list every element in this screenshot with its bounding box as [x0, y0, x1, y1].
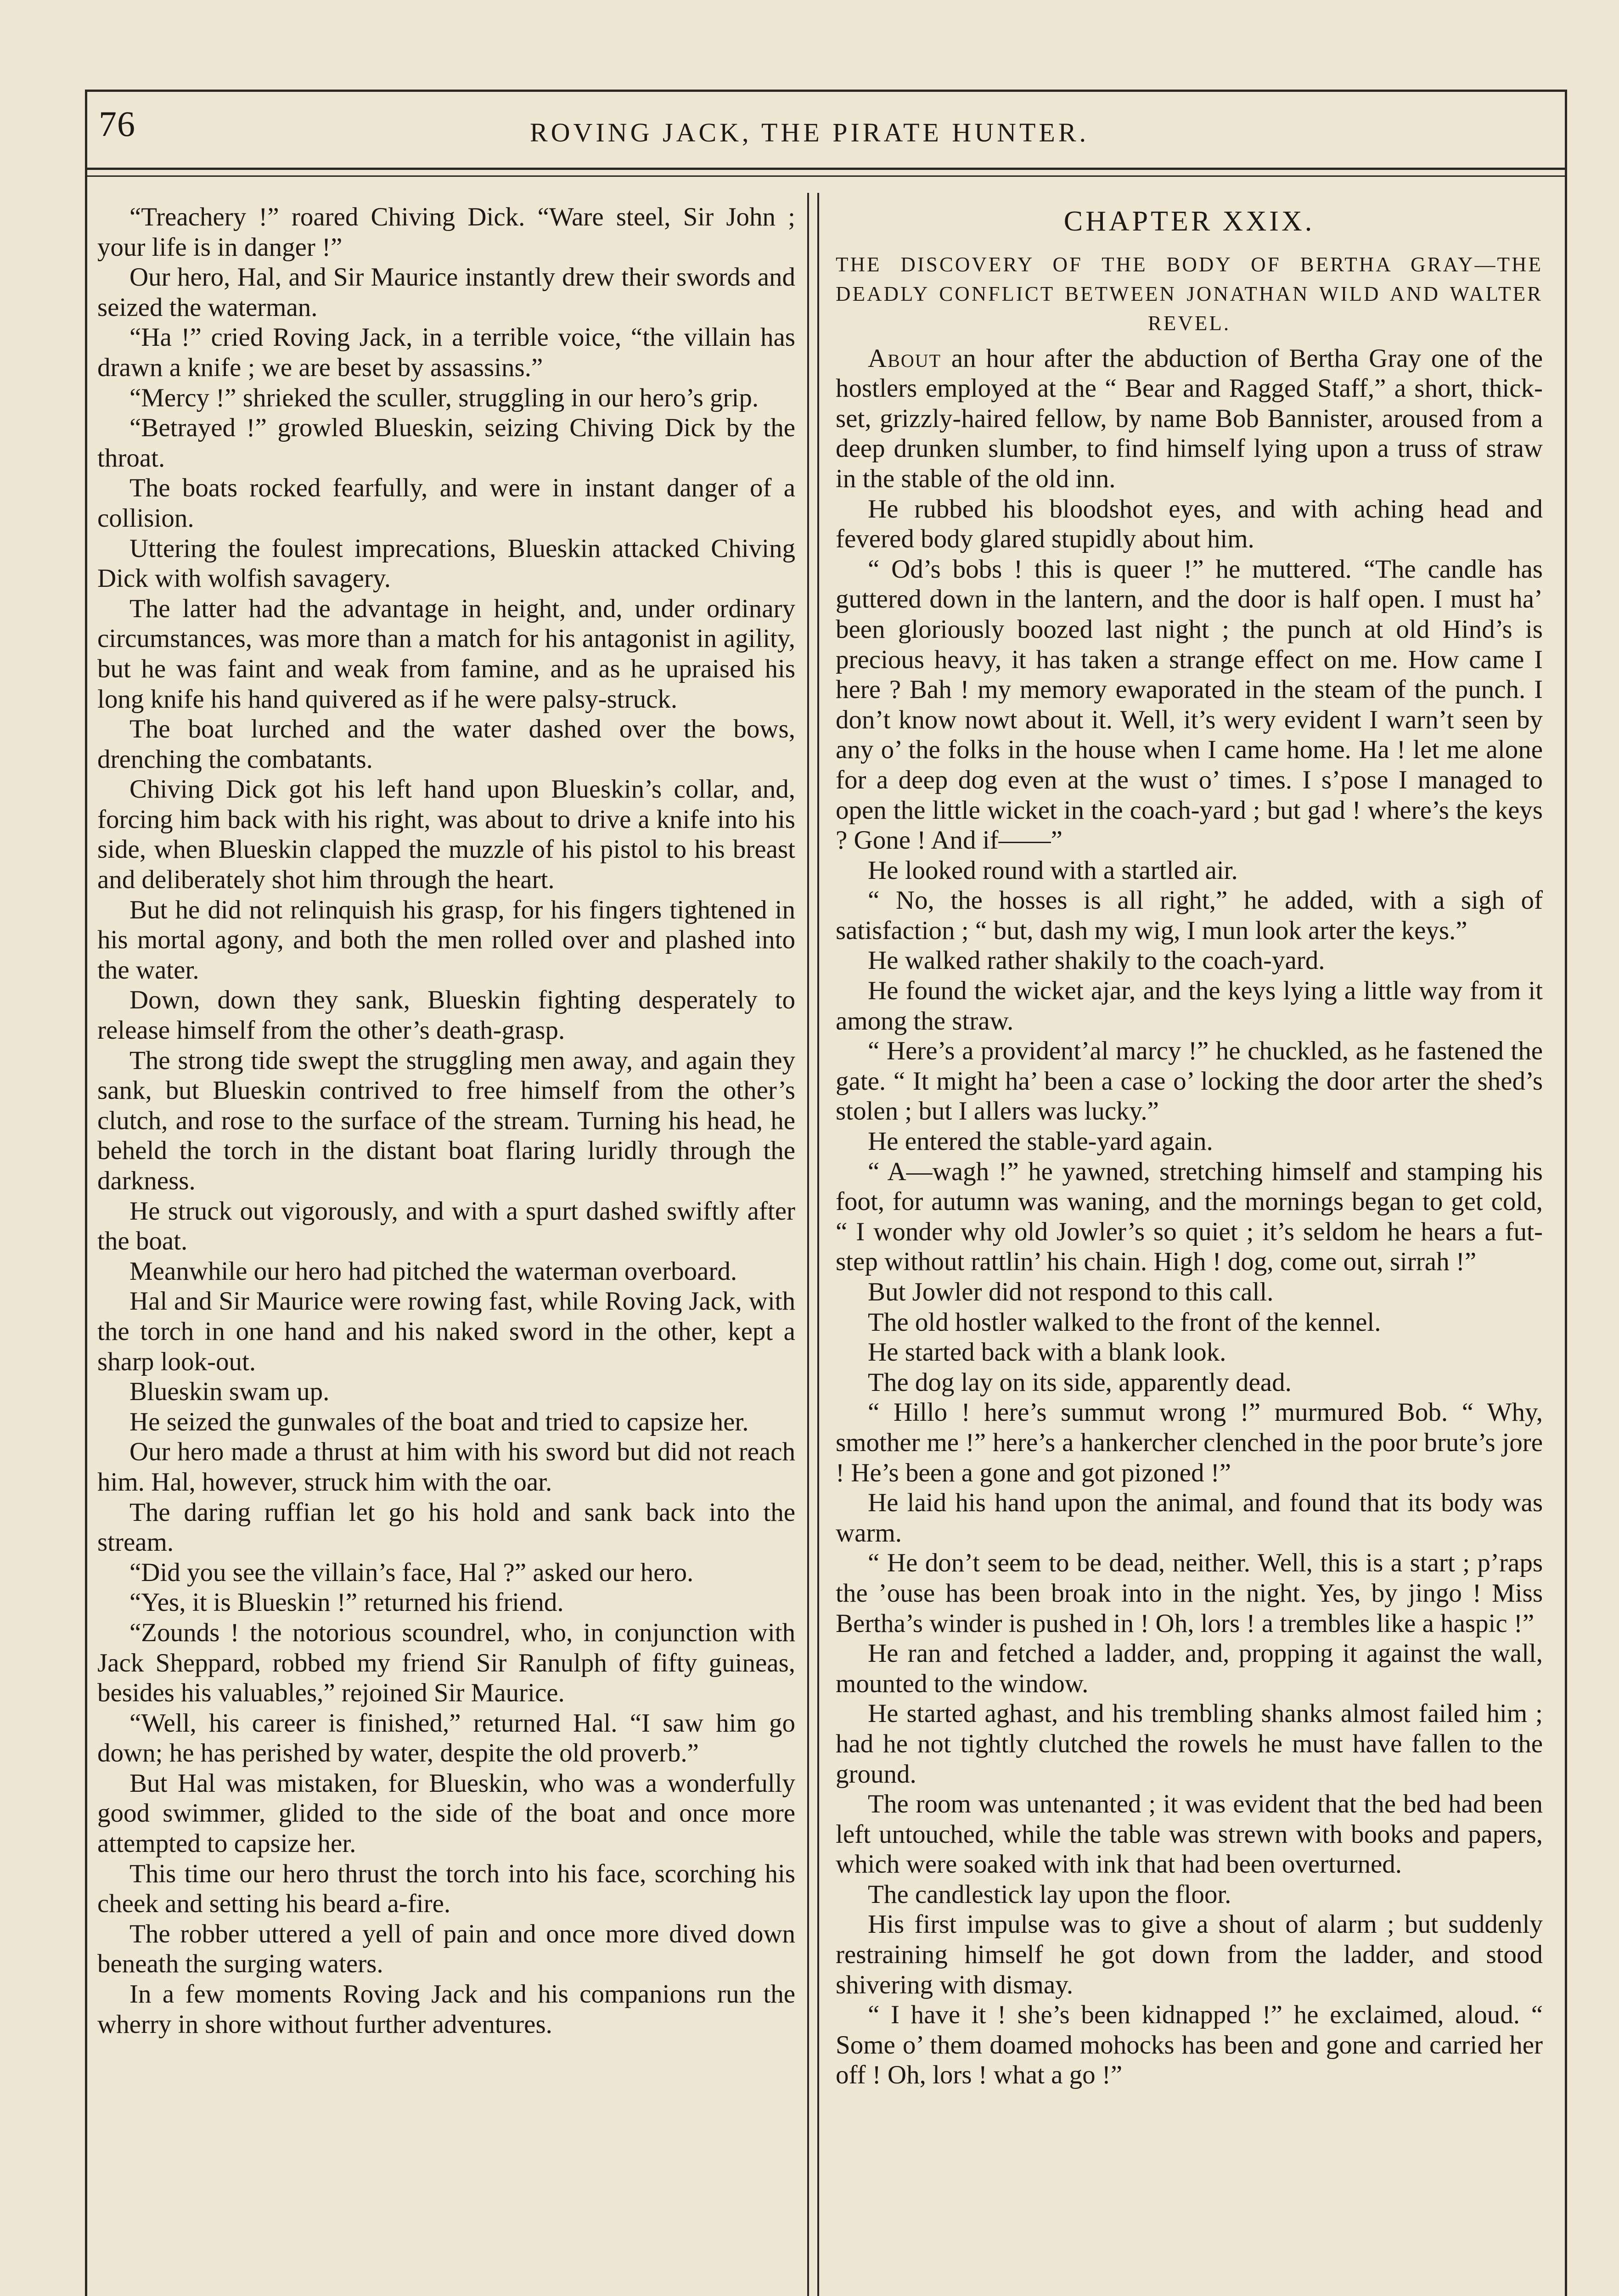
- paragraph: But Hal was mistaken, for Blueskin, who was a wonderfully good swimmer, glided to the side of the boat and once more attempted to capsize her.: [97, 1768, 795, 1858]
- paragraph: The candlestick lay upon the floor.: [868, 1880, 1231, 1909]
- paragraph: This time our hero thrust the torch into his face, scorching his cheek and setting his beard a-fire.: [97, 1859, 795, 1919]
- opening-paragraph: [836, 343, 1543, 494]
- paragraph: The dog lay on its side, apparently dead.: [868, 1367, 1292, 1397]
- paragraph: The old hostler walked to the front of the kennel.: [868, 1307, 1381, 1337]
- chapter-subtitle: THE DISCOVERY OF THE BODY OF BERTHA GRAY—THE DEADLY CONFLICT BETWEEN JONATHAN WILD AND WALTER REVEL.: [836, 253, 1543, 335]
- column-divider-second: [817, 193, 819, 2296]
- paragraph: “Did you see the villain’s face, Hal ?” asked our hero.: [129, 1558, 694, 1587]
- paragraph: The latter had the advantage in height, and, under ordinary circumstances, was more than a match for his antagonist in agility, but he was faint and weak from famine, and as he upraised his long knife his hand quivered as if he were palsy-struck.: [97, 594, 795, 714]
- paragraph: He walked rather shakily to the coach-yard.: [868, 946, 1325, 975]
- paragraph: “ Hillo ! here’s summut wrong !” murmured Bob. “ Why, smother me !” here’s a hankercher clenched in the poor brute’s jore ! He’s been a gone and got pizoned !”: [836, 1398, 1543, 1487]
- paragraph: He seized the gunwales of the boat and tried to capsize her.: [129, 1407, 749, 1436]
- paragraph: But Jowler did not respond to this call.: [868, 1277, 1274, 1306]
- paragraph: “Ha !” cried Roving Jack, in a terrible voice, “the villain has drawn a knife ; we are beset by assassins.”: [97, 323, 795, 382]
- paragraph: Blueskin swam up.: [129, 1377, 330, 1407]
- left-column: [97, 202, 795, 2039]
- paragraph: The room was untenanted ; it was evident that the bed had been left untouched, while the table was strewn with books and papers, which were soaked with ink that had been overturned.: [836, 1790, 1543, 1879]
- paragraph: “ I have it ! she’s been kidnapped !” he exclaimed, aloud. “ Some o’ them doamed mohocks has been and gone and carried her off ! Oh, lors ! what a go !”: [836, 2000, 1543, 2090]
- running-title: ROVING JACK, THE PIRATE HUNTER.: [529, 118, 1090, 147]
- paragraph: The boats rocked fearfully, and were in instant danger of a collision.: [97, 473, 795, 533]
- paragraph: He ran and fetched a ladder, and, propping it against the wall, mounted to the window.: [836, 1639, 1543, 1698]
- paragraph: Uttering the foulest imprecations, Blueskin attacked Chiving Dick with wolfish savagery.: [97, 534, 795, 593]
- paragraph: “Zounds ! the notorious scoundrel, who, in conjunction with Jack Sheppard, robbed my friend Sir Ranulph of fifty guineas, besides his valuables,” rejoined Sir Maurice.: [97, 1618, 795, 1708]
- paragraph: He rubbed his bloodshot eyes, and with aching head and fevered body glared stupidly about him.: [836, 494, 1543, 554]
- paragraph: The boat lurched and the water dashed over the bows, drenching the combatants.: [97, 715, 795, 774]
- paragraph: “Betrayed !” growled Blueskin, seizing Chiving Dick by the throat.: [97, 413, 795, 473]
- paragraph: “Mercy !” shrieked the sculler, struggling in our hero’s grip.: [129, 383, 759, 412]
- paragraph: Our hero made a thrust at him with his sword but did not reach him. Hal, however, struck him with the oar.: [97, 1437, 795, 1497]
- paragraph: Our hero, Hal, and Sir Maurice instantly drew their swords and seized the waterman.: [97, 263, 795, 322]
- opening-text: an hour after the abduction of Bertha Gray one of the hostlers employed at the “ Bear and Ragged Staff,” a short, thick-set, grizzly-haired fellow, by name Bob Bannister, aroused from a deep drunken slumber, to find himself lying upon a truss of straw in the stable of the old inn.: [836, 343, 1543, 493]
- paragraph: He looked round with a startled air.: [868, 855, 1238, 885]
- paragraph: He laid his hand upon the animal, and found that its body was warm.: [836, 1488, 1543, 1548]
- paragraph: “Yes, it is Blueskin !” returned his friend.: [129, 1588, 564, 1617]
- paragraph: “Treachery !” roared Chiving Dick. “Ware steel, Sir John ; your life is in danger !”: [97, 203, 795, 262]
- paragraph: “ No, the hosses is all right,” he added, with a sigh of satisfaction ; “ but, dash my wig, I mun look arter the keys.”: [836, 886, 1543, 945]
- paragraph: “ He don’t seem to be dead, neither. Well, this is a start ; p’raps the ’ouse has been broak into in the night. Yes, by jingo ! Miss Bertha’s winder is pushed in ! Oh, lors ! a trembles like a haspic !”: [836, 1548, 1543, 1638]
- header-rule-thin: [85, 175, 1567, 177]
- paragraph: The strong tide swept the struggling men away, and again they sank, but Blueskin contrived to free himself from the other’s clutch, and rose to the surface of the stream. Turning his head, he beheld the torch in the distant boat flaring luridly through the darkness.: [97, 1046, 795, 1195]
- paragraph: In a few moments Roving Jack and his companions run the wherry in shore without further adventures.: [97, 1980, 795, 2039]
- paragraph: He struck out vigorously, and with a spurt dashed swiftly after the boat.: [97, 1196, 795, 1256]
- paragraph: He entered the stable-yard again.: [868, 1127, 1213, 1156]
- paragraph: Hal and Sir Maurice were rowing fast, while Roving Jack, with the torch in one hand and his naked sword in the other, kept a sharp look-out.: [97, 1287, 795, 1376]
- paragraph: His first impulse was to give a shout of alarm ; but suddenly restraining himself he got down from the ladder, and stood shivering with dismay.: [836, 1910, 1543, 1999]
- header-rule: [85, 168, 1567, 170]
- paragraph: He started back with a blank look.: [868, 1338, 1226, 1367]
- paragraph: But he did not relinquish his grasp, for his fingers tightened in his mortal agony, and both the men rolled over and plashed into the water.: [97, 895, 795, 985]
- paragraph: He started aghast, and his trembling shanks almost failed him ; had he not tightly clutched the rowels he must have fallen to the ground.: [836, 1699, 1543, 1789]
- paragraph: He found the wicket ajar, and the keys lying a little way from it among the straw.: [836, 976, 1543, 1035]
- paragraph: “ Here’s a provident’al marcy !” he chuckled, as he fastened the gate. “ It might ha’ been a case o’ locking the door arter the shed’s stolen ; but I allers was lucky.”: [836, 1036, 1543, 1126]
- paragraph: Meanwhile our hero had pitched the waterman overboard.: [129, 1256, 737, 1286]
- paragraph: The daring ruffian let go his hold and sank back into the stream.: [97, 1497, 795, 1557]
- right-column: [836, 202, 1543, 2090]
- paragraph: Chiving Dick got his left hand upon Blueskin’s collar, and, forcing him back with his right, was about to drive a knife into his side, when Blueskin clapped the muzzle of his pistol to his breast and deliberately shot him through the heart.: [97, 775, 795, 895]
- paragraph: The robber uttered a yell of pain and once more dived down beneath the surging waters.: [97, 1919, 795, 1979]
- paragraph: “Well, his career is finished,” returned Hal. “I saw him go down; he has perished by water, despite the old proverb.”: [97, 1708, 795, 1768]
- chapter-title: CHAPTER XXIX.: [1063, 206, 1315, 237]
- paragraph: “ A—wagh !” he yawned, stretching himself and stamping his foot, for autumn was waning, and the mornings began to get cold, “ I wonder why old Jowler’s so quiet ; it’s seldom he hears a fut-step without rattlin’ his chain. High ! dog, come out, sirrah !”: [836, 1157, 1543, 1277]
- column-divider: [807, 193, 809, 2296]
- paragraph: Down, down they sank, Blueskin fighting desperately to release himself from the other’s death-grasp.: [97, 985, 795, 1045]
- paragraph: “ Od’s bobs ! this is queer !” he muttered. “The candle has guttered down in the lantern, and the door is half open. I must ha’ been gloriously boozed last night ; the punch at old Hind’s is precious heavy, it has taken a strange effect on me. How came I here ? Bah ! my memory ewaporated in the steam of the punch. I don’t know nowt about it. Well, it’s wery evident I warn’t seen by any o’ the folks in the house when I came home. Ha ! let me alone for a deep dog even at the wust o’ times. I s’pose I managed to open the little wicket in the coach-yard ; but gad ! where’s the keys ? Gone ! And if——”: [836, 554, 1543, 855]
- page-number: 76: [99, 104, 135, 144]
- opening-word: About: [868, 343, 942, 373]
